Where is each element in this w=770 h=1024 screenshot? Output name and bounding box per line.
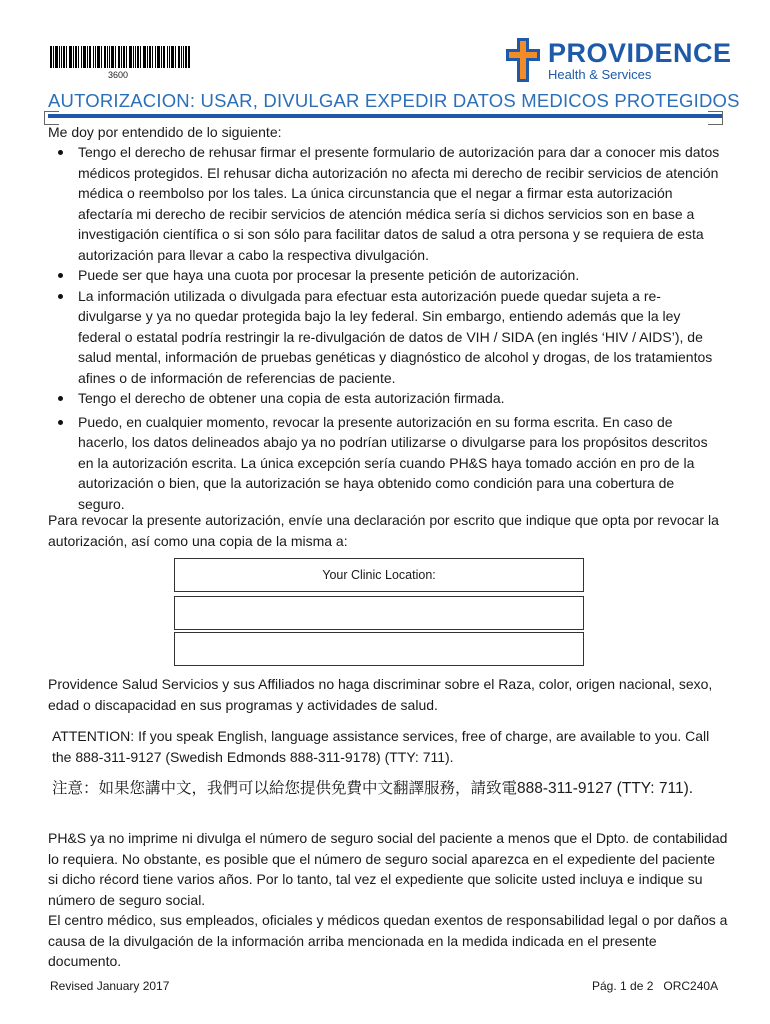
ssn-notice-text: PH&S ya no imprime ni divulga el número de seguro social del paciente a menos que el Dpto. de contabilidad lo requiera. No obstante, es posible que el número de seguro social aparezca en el expediente del paciente si dicho récord tiene varios años. Por lo tanto, tal vez el expediente que solicite usted incluya e indique su número de seguro social. [48,830,728,908]
bullet-icon [58,273,63,278]
clinic-address-field-1[interactable] [174,596,584,630]
bullet-icon [58,396,63,401]
list-item [56,265,722,286]
logo-subtitle: Health & Services [548,67,652,82]
language-assistance-notice: ATTENTION: If you speak English, language assistance services, free of charge, are available to you. Call the 888-311-9127 (Swedish Edmonds 888-311-9178) (TTY: 711). [52,728,710,765]
list-item-text: Tengo el derecho de rehusar firmar el presente formulario de autorización para dar a conocer mis datos médicos protegidos. El rehusar dicha autorización no afecta mi derecho de recibir servicios de atención médica o reembolso por los tales. La única circunstancia que el negar a firmar esta autorización afectaría mi derecho de recibir servicios de atención médica sería si dichos servicios son en base a investigación científica o si son sólo para facilitar datos de salud a otra persona y se requiera de esta autorización para llevar a cabo la respectiva divulgación. [78,144,720,263]
revision-date: Revised January 2017 [50,979,170,993]
list-item-text: La información utilizada o divulgada para efectuar esta autorización puede quedar sujeta a re-divulgarse y ya no quedar protegida bajo la ley federal. Sin embargo, entiendo además que la ley federal o estatal podría restringir la re-divulgación de datos de VIH / SIDA (en inglés ‘HIV / AIDS’), de salud mental, información de pruebas genéticas y diagnóstico de alcohol y drogas, de los tratamientos afines o de información de referencias de paciente. [78,287,713,386]
liability-notice-text: El centro médico, sus empleados, oficiales y médicos quedan exentos de responsabilidad legal o por daños a causa de la divulgación de la información arriba mencionada en la medida indicada en el presente documento. [48,912,728,969]
providence-cross-icon [506,38,540,82]
nondiscrimination-notice: Providence Salud Servicios y sus Affiliados no haga discriminar sobre el Raza, color, origen nacional, sexo, edad o discapacidad en sus programas y actividades de salud. [48,676,713,713]
document-title: AUTORIZACION: USAR, DIVULGAR EXPEDIR DATOS MEDICOS PROTEGIDOS [48,90,740,111]
acknowledgement-list [56,142,722,514]
list-item-text: Puede ser que haya una cuota por procesar la presente petición de autorización. [78,267,580,283]
page-number-code: Pág. 1 de 2 ORC240A [592,979,719,993]
clinic-address-field-2[interactable] [174,632,584,666]
clinic-location-label: Your Clinic Location: [322,568,436,582]
intro-text: Me doy por entendido de lo siguiente: [48,124,282,140]
logo-name: PROVIDENCE [548,38,732,68]
bullet-icon [58,294,63,299]
revoke-instructions: Para revocar la presente autorización, envíe una declaración por escrito que indique que opta por revocar la autorización, así como una copia de la misma a: [48,512,719,549]
list-item-text: Tengo el derecho de obtener una copia de esta autorización firmada. [78,390,505,406]
bullet-icon [58,150,63,155]
barcode-number: 3600 [108,70,129,80]
ssn-notice [48,828,728,972]
list-item-text: Puedo, en cualquier momento, revocar la presente autorización en su forma escrita. En caso de hacerlo, los datos delineados abajo ya no podrían utilizarse o divulgarse para los propósitos descritos en la autorización escrita. La única excepción sería cuando PH&S haya tomado acción en pro de la autorización o bien, que la autorización se haya obtenido como condición para una cobertura de seguro. [78,413,708,512]
list-item [56,286,722,389]
list-item [56,412,722,515]
bullet-icon [58,420,63,425]
title-divider [48,114,722,118]
right-form-mark [708,111,723,125]
list-item [56,388,722,409]
list-item [56,142,722,265]
barcode [50,46,190,68]
chinese-language-notice: 注意：如果您講中文，我們可以給您提供免費中文翻譯服務，請致電888-311-9127 (TTY: 711). [52,780,694,797]
clinic-location-field[interactable] [174,558,584,592]
